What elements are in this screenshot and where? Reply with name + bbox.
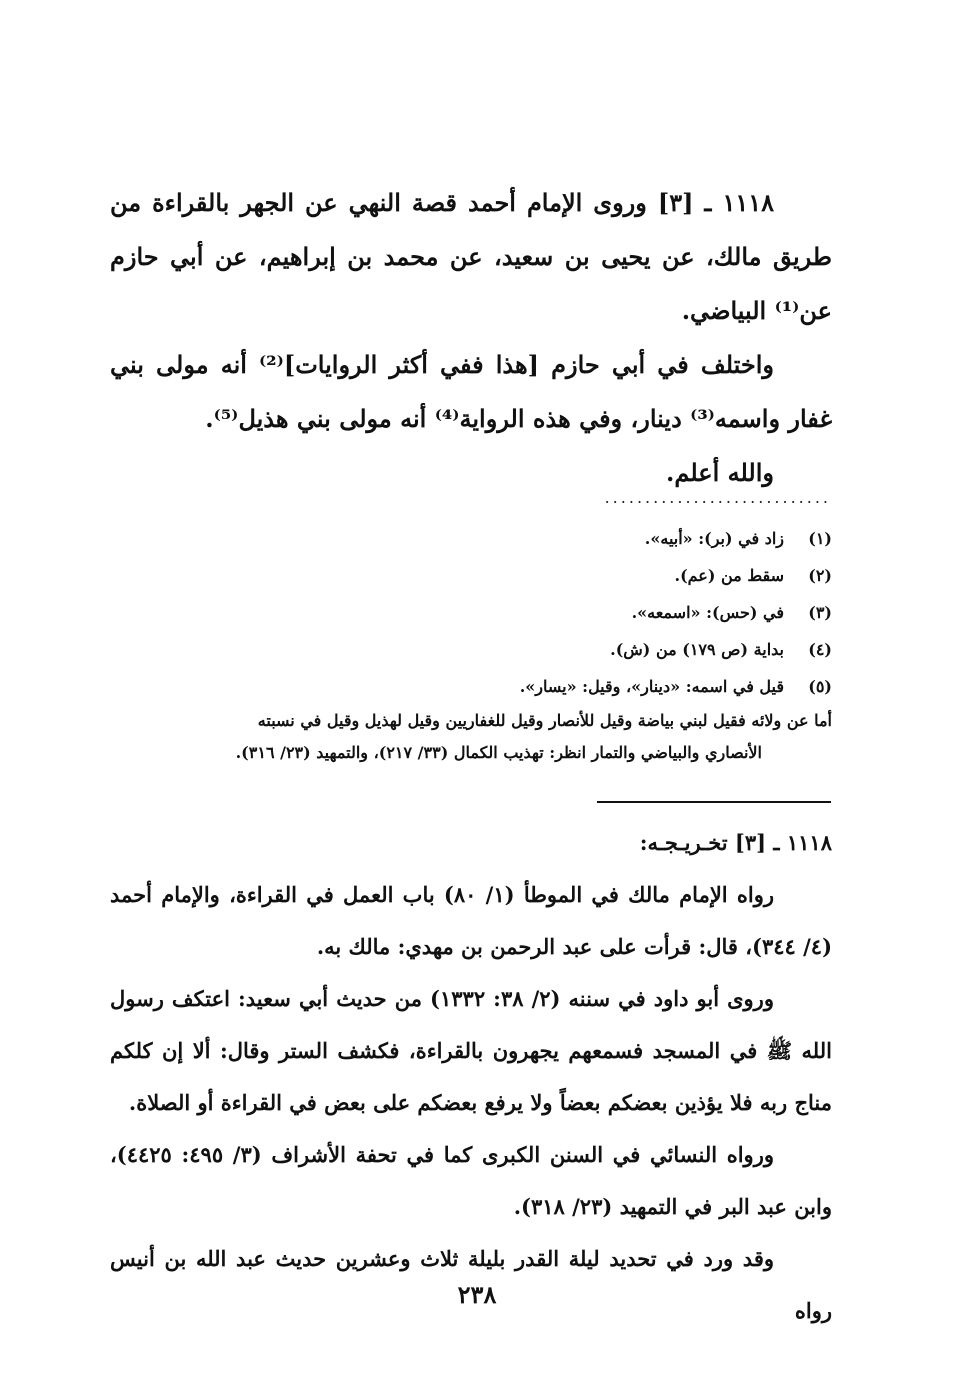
takhrij-paragraph-2: وروى أبو داود في سننه (٢/ ٣٨: ١٣٣٢) من حديث أبي سعيد: اعتكف رسول الله ﷺ في المسجد فسمعهم يجهرون بالقراءة، فكشف الستر وقال: ألا إن كلكم مناج ربه فلا يؤذين بعضكم بعضاً ولا يرفع بعضكم على بعض في القراءة أو الصلاة. (110, 986, 832, 1115)
footnote-number: (٣) (808, 603, 832, 622)
footnote-5-continuation-1: أما عن ولائه فقيل لبني بياضة وقيل للأنصار وقيل للغفاريين وقيل لهذيل وقيل في نسبته (257, 711, 832, 730)
takhrij-heading: ١١١٨ ـ [٣] تخـريـجـه: (639, 830, 832, 855)
footnote-number: (٢) (808, 566, 832, 585)
footnote-text: سقط من (عم). (674, 566, 784, 585)
takhrij-separator-rule (597, 801, 831, 803)
main-paragraph-1: ١١١٨ ـ [٣] وروى الإمام أحمد قصة النهي عن الجهر بالقراءة من طريق مالك، عن يحيى بن سعيد، عن محمد بن إبراهيم، عن أبي حازم عن⁽¹⁾ البياضي. (110, 188, 832, 325)
footnote-text: في (حس): «اسمعه». (631, 603, 784, 622)
footnotes (110, 520, 832, 770)
footnote-3 (110, 594, 832, 631)
footnote-text: قيل في اسمه: «دينار»، وقيل: «يسار». (519, 677, 784, 696)
footnote-1 (110, 520, 832, 557)
main-paragraph-2: واختلف في أبي حازم [هذا ففي أكثر الروايات]⁽²⁾ أنه مولى بني غفار واسمه⁽³⁾ دينار، وفي هذه الرواية⁽⁴⁾ أنه مولى بني هذيل⁽⁵⁾. (110, 350, 832, 433)
footnote-5 (110, 668, 832, 705)
footnote-4 (110, 631, 832, 668)
footnote-number: (١) (808, 529, 832, 548)
footnote-2 (110, 557, 832, 594)
footnote-number: (٥) (808, 677, 832, 696)
takhrij-section (110, 817, 832, 1337)
footnote-text: بداية (ص ١٧٩) من (ش). (610, 640, 784, 659)
takhrij-paragraph-1: رواه الإمام مالك في الموطأ (١/ ٨٠) باب العمل في القراءة، والإمام أحمد (٤/ ٣٤٤)، قال: قرأت على عبد الرحمن بن مهدي: مالك به. (110, 882, 832, 959)
takhrij-paragraph-3: ورواه النسائي في السنن الكبرى كما في تحفة الأشراف (٣/ ٤٩٥: ٤٤٢٥)، وابن عبد البر في التمهيد (٢٣/ ٣١٨). (110, 1142, 832, 1219)
main-paragraph-3: والله أعلم. (666, 458, 774, 487)
page-number: ٢٣٨ (457, 1280, 497, 1309)
takhrij-paragraph-4: وقد ورد في تحديد ليلة القدر بليلة ثلاث وعشرين حديث عبد الله بن أنيس رواه (110, 1246, 832, 1323)
footnote-text: زاد في (بر): «أبيه». (644, 529, 784, 548)
footnote-separator-dots: ............................ (604, 488, 831, 507)
footnote-number: (٤) (808, 640, 832, 659)
footnote-5-continuation-2: الأنصاري والبياضي والتمار انظر: تهذيب الكمال (٣٣/ ٢١٧)، والتمهيد (٢٣/ ٣١٦). (235, 743, 762, 762)
